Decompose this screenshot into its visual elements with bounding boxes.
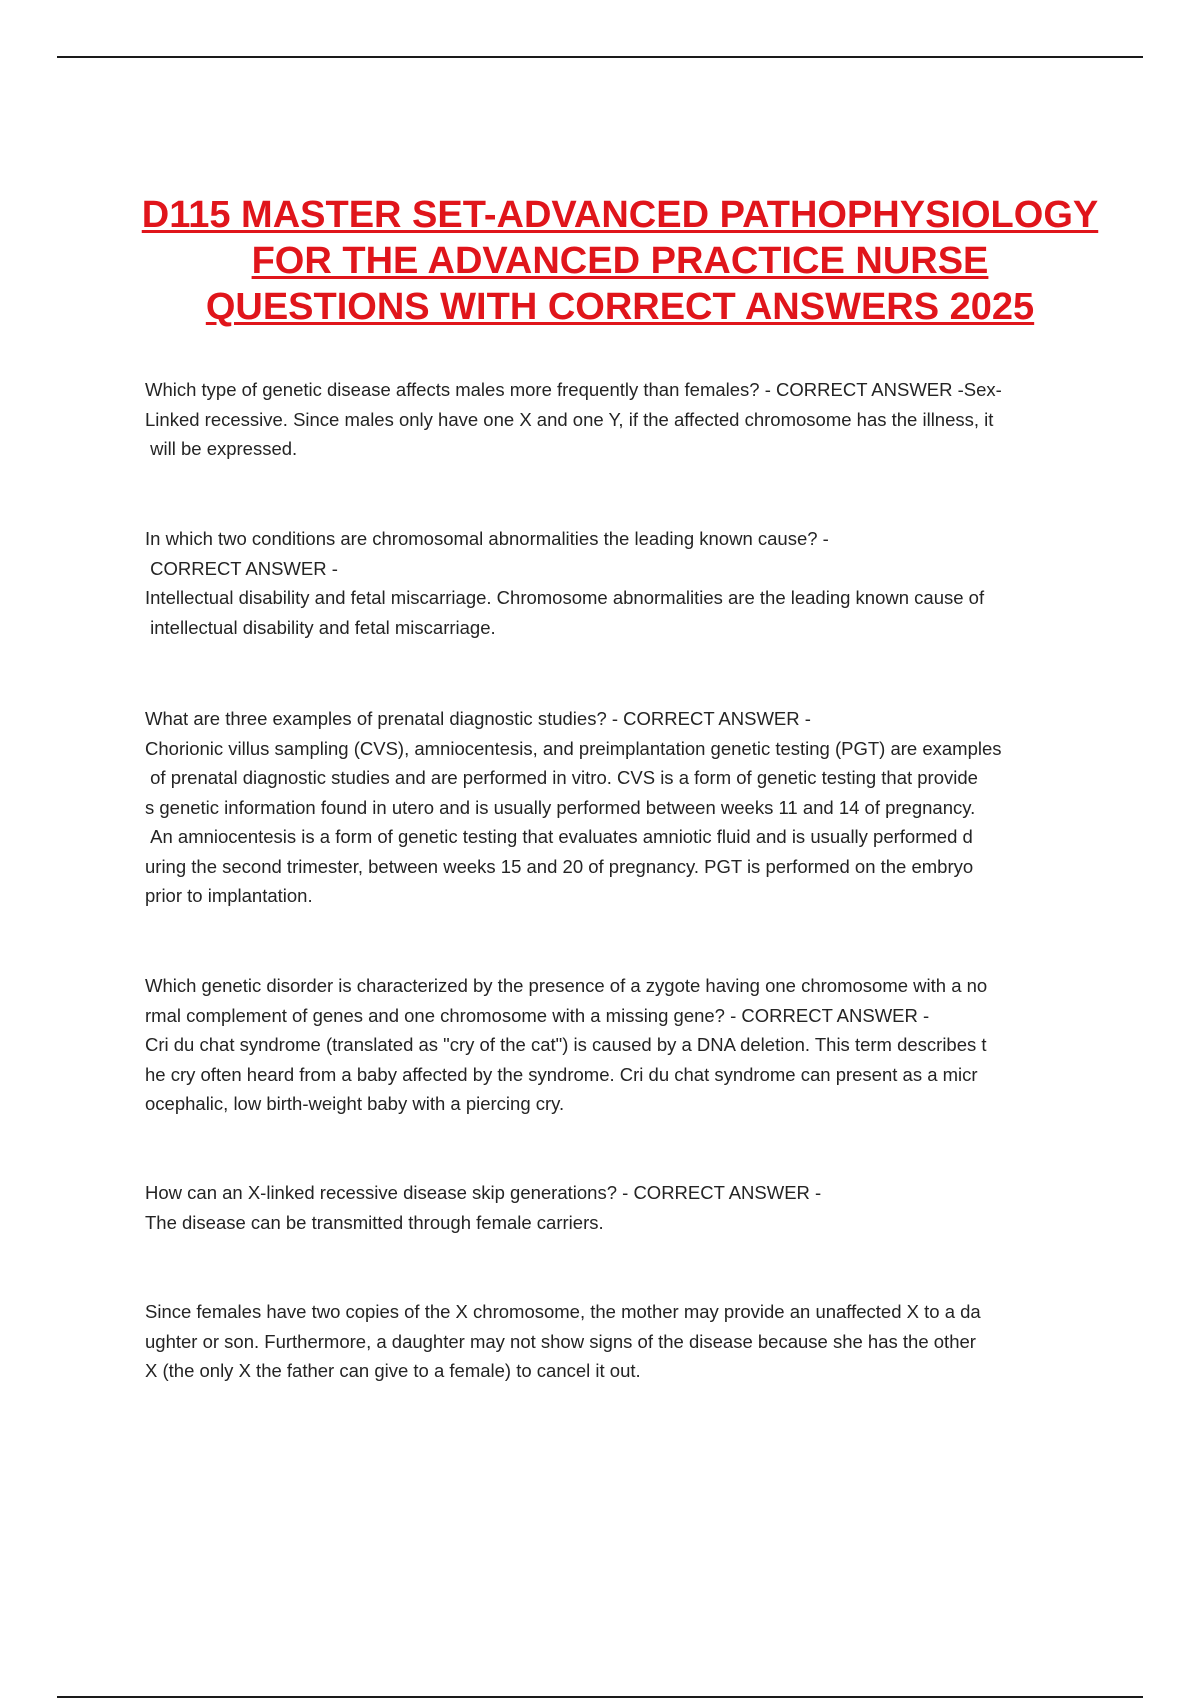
text-line: Chorionic villus sampling (CVS), amniocentesis, and preimplantation genetic testing (PGT) are examples — [145, 737, 1002, 759]
text-line: ocephalic, low birth-weight baby with a piercing cry. — [145, 1093, 565, 1114]
text-line: Linked recessive. Since males only have one X and one Y, if the affected chromosome has the illness, it — [145, 408, 994, 430]
qa-item-6 — [145, 1297, 1095, 1386]
top-rule — [57, 56, 1143, 58]
text-line: An amniocentesis is a form of genetic testing that evaluates amniotic fluid and is usually performed d — [145, 826, 973, 847]
text-line: The disease can be transmitted through female carriers. — [145, 1211, 604, 1233]
text-line: prior to implantation. — [145, 885, 313, 906]
qa-list — [145, 375, 1095, 1381]
text-line: Since females have two copies of the X chromosome, the mother may provide an unaffected X to a da — [145, 1301, 981, 1322]
text-line: ughter or son. Furthermore, a daughter may not show signs of the disease because she has the other — [145, 1330, 976, 1352]
text-line: Which type of genetic disease affects males more frequently than females? - CORRECT ANSWER -Sex- — [145, 379, 1002, 400]
text-line: will be expressed. — [145, 438, 298, 459]
qa-item-4 — [145, 971, 1095, 1119]
text-line: Intellectual disability and fetal miscarriage. Chromosome abnormalities are the leading known cause of — [145, 587, 985, 608]
text-line: he cry often heard from a baby affected by the syndrome. Cri du chat syndrome can present as a micr — [145, 1063, 978, 1085]
qa-item-3 — [145, 704, 1095, 911]
qa-item-2 — [145, 524, 1095, 642]
text-line: CORRECT ANSWER - — [145, 557, 338, 579]
text-line: rmal complement of genes and one chromosome with a missing gene? - CORRECT ANSWER - — [145, 1004, 930, 1026]
qa-item-1 — [145, 375, 1095, 464]
text-line: What are three examples of prenatal diagnostic studies? - CORRECT ANSWER - — [145, 708, 811, 729]
qa-item-5 — [145, 1178, 1095, 1237]
document-title: D115 MASTER SET-ADVANCED PATHOPHYSIOLOGY FOR THE ADVANCED PRACTICE NURSE QUESTIONS WITH CORRECT ANSWERS 2025 — [141, 194, 1099, 328]
text-line: intellectual disability and fetal miscarriage. — [145, 616, 496, 638]
text-line: uring the second trimester, between weeks 15 and 20 of pregnancy. PGT is performed on the embryo — [145, 855, 974, 877]
text-line: s genetic information found in utero and is usually performed between weeks 11 and 14 of pregnancy. — [145, 796, 976, 818]
text-line: Which genetic disorder is characterized by the presence of a zygote having one chromosome with a no — [145, 975, 988, 996]
text-line: How can an X-linked recessive disease skip generations? - CORRECT ANSWER - — [145, 1182, 822, 1203]
text-line: In which two conditions are chromosomal abnormalities the leading known cause? - — [145, 528, 829, 549]
text-line: X (the only X the father can give to a female) to cancel it out. — [145, 1360, 641, 1381]
text-line: Cri du chat syndrome (translated as "cry of the cat") is caused by a DNA deletion. This term describes t — [145, 1034, 987, 1055]
bottom-rule — [57, 1696, 1143, 1698]
text-line: of prenatal diagnostic studies and are performed in vitro. CVS is a form of genetic testing that provide — [145, 767, 978, 788]
